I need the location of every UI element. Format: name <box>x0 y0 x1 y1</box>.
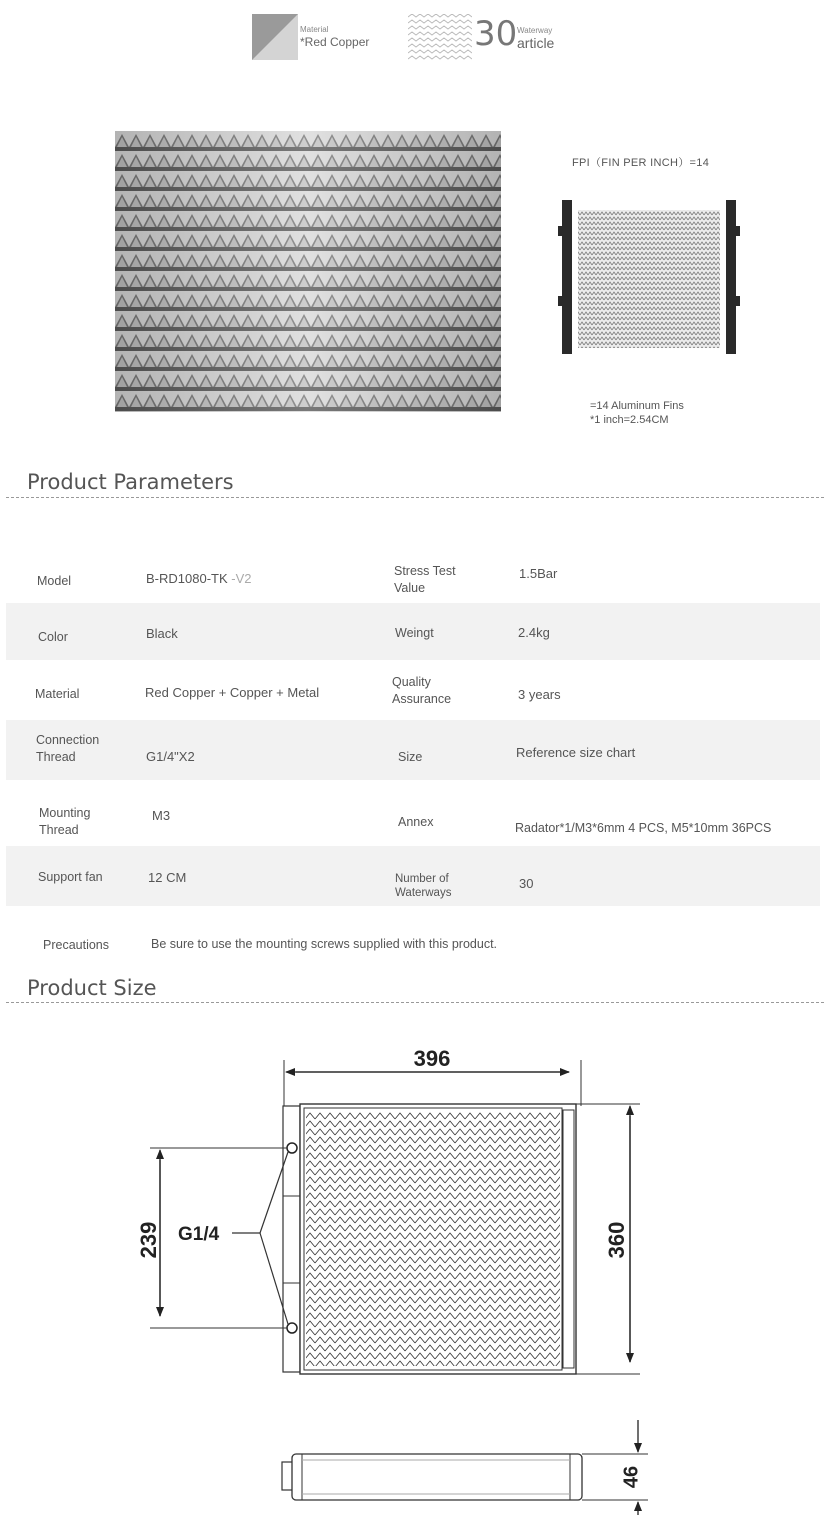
table-row <box>6 603 820 660</box>
waterway-pattern-icon <box>408 14 472 62</box>
param-value: G1/4"X2 <box>146 749 195 764</box>
param-label: Mounting Thread <box>39 806 91 837</box>
height-value: 360 <box>604 1221 629 1259</box>
port-spacing-value: 239 <box>136 1221 161 1259</box>
param-value: 2.4kg <box>518 625 550 640</box>
param-label: Quality Assurance <box>392 675 452 706</box>
port-icon <box>287 1143 297 1153</box>
param-label: Annex <box>398 815 434 829</box>
waterway-caption: Waterway <box>517 26 553 35</box>
width-value: 396 <box>413 1046 451 1071</box>
precautions-text: Be sure to use the mounting screws supplied with this product. <box>151 937 498 951</box>
table-row <box>6 720 820 780</box>
param-label: Stress Test Value <box>394 564 456 595</box>
section-divider <box>6 497 824 498</box>
fin-side-view-image <box>556 196 742 356</box>
fins-note-count: =14 Aluminum Fins <box>590 400 684 412</box>
fin-closeup-image <box>115 131 501 412</box>
table-row <box>6 780 820 846</box>
table-row <box>6 660 820 720</box>
param-label: Material <box>35 687 80 701</box>
thickness-value: 46 <box>620 1465 643 1489</box>
param-value: 1.5Bar <box>519 566 558 581</box>
port-icon <box>287 1323 297 1333</box>
radiator-fins <box>306 1112 560 1366</box>
param-value: 12 CM <box>148 870 187 885</box>
fpi-label: FPI（FIN PER INCH）=14 <box>572 157 710 169</box>
param-value: B-RD1080-TK -V2 <box>146 571 252 586</box>
param-label: Connection Thread <box>36 733 100 764</box>
param-value: Black <box>146 626 178 641</box>
param-value: 30 <box>519 876 534 891</box>
param-label: Number of Waterways <box>395 873 452 899</box>
side-view-body <box>292 1454 582 1500</box>
thread-label: G1/4 <box>178 1224 220 1245</box>
size-title: Product Size <box>27 976 157 1000</box>
param-label: Color <box>38 630 68 644</box>
section-divider <box>6 1002 824 1003</box>
precautions-label: Precautions <box>43 938 110 952</box>
param-value: M3 <box>152 808 171 823</box>
table-row <box>6 846 820 906</box>
param-label: Support fan <box>38 870 103 884</box>
material-swatch-icon <box>252 14 298 60</box>
dimension-drawing <box>0 1016 830 1515</box>
waterway-count: 30 <box>474 14 518 54</box>
param-label: Size <box>398 750 423 764</box>
waterway-unit: article <box>517 35 555 51</box>
param-value: 3 years <box>518 687 561 702</box>
material-value: *Red Copper <box>300 35 370 49</box>
param-value: Reference size chart <box>516 745 636 760</box>
param-label: Model <box>37 574 72 588</box>
fins-note-inch: *1 inch=2.54CM <box>590 414 669 426</box>
param-value: Red Copper + Copper + Metal <box>145 685 320 700</box>
table-row <box>6 555 820 603</box>
material-caption: Material <box>300 25 329 34</box>
param-value: Radator*1/M3*6mm 4 PCS, M5*10mm 36PCS <box>515 821 772 835</box>
param-label: Weingt <box>395 626 434 640</box>
parameters-title: Product Parameters <box>27 470 234 494</box>
